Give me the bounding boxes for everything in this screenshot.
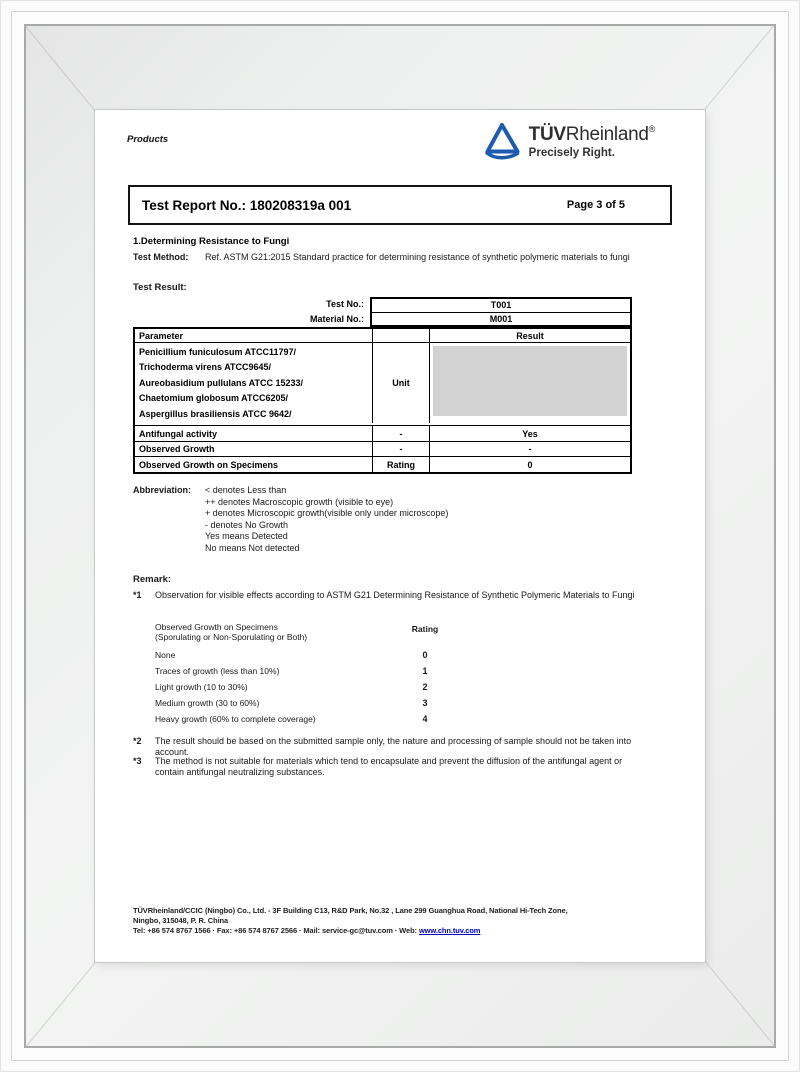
abbreviation-block: [133, 485, 448, 554]
remark-text: Observation for visible effects according to ASTM G21 Determining Resistance of Synthetic Polymeric Materials to Fungi: [155, 590, 635, 600]
rating-row-value: 4: [422, 714, 428, 724]
unit-cell: -: [372, 425, 429, 441]
parameter-cell: Observed Growth on Specimens: [135, 456, 372, 472]
parameter-result-table: [133, 327, 632, 474]
footer-contact-line: [133, 926, 678, 936]
rating-row-value: 2: [422, 682, 428, 692]
report-number-box: [128, 185, 672, 225]
result-cell: Yes: [429, 425, 630, 441]
remark-item-1: [133, 590, 635, 601]
footer-contact-text: Tel: +86 574 8767 1566 · Fax: +86 574 8767 2566 · Mail: service-gc@tuv.com · Web:: [133, 926, 419, 935]
rating-table-header-label: [155, 622, 395, 647]
rating-row-label: Traces of growth (less than 10%): [155, 666, 280, 676]
fungi-line: Aspergillus brasiliensis ATCC 9642/: [139, 408, 292, 419]
rating-header-line-1: Observed Growth on Specimens: [155, 622, 278, 632]
result-table: [133, 297, 632, 474]
unit-cell: -: [372, 441, 429, 456]
fungi-line: Trichoderma virens ATCC9645/: [139, 362, 272, 373]
remark-item-3: [133, 756, 635, 778]
redacted-result-box: [433, 346, 627, 416]
abbreviation-line: < denotes Less than: [205, 485, 287, 495]
test-no-value: T001: [370, 297, 632, 312]
rating-row-label: Heavy growth (60% to complete coverage): [155, 714, 316, 724]
fungi-line: Chaetomium globosum ATCC6205/: [139, 393, 289, 404]
products-label: Products: [127, 134, 169, 145]
rating-row-label: Light growth (10 to 30%): [155, 682, 248, 692]
brand-name: [529, 124, 655, 145]
remark-number: *3: [133, 756, 142, 766]
registered-mark: ®: [648, 124, 655, 134]
abbreviation-label: Abbreviation:: [133, 485, 192, 495]
parameter-header-cell: Parameter: [139, 330, 184, 341]
rating-row-label: None: [155, 650, 176, 660]
brand-rheinland: Rheinland: [565, 124, 649, 145]
report-number-title: Test Report No.: 180208319a 001: [142, 197, 352, 213]
test-no-label: Test No.:: [326, 299, 364, 309]
fungi-line: Penicillium funiculosum ATCC11797/: [139, 347, 297, 357]
tuv-rheinland-logo: [484, 118, 655, 162]
test-material-rows: [133, 297, 632, 327]
report-page: [95, 110, 705, 962]
fungi-parameter-cell: [135, 342, 372, 425]
remark-label: Remark:: [133, 574, 172, 585]
rating-scale-table: [155, 622, 455, 727]
rating-row-value: 3: [422, 698, 428, 708]
test-result-label: Test Result:: [133, 282, 187, 293]
footer-address-line-1: TÜVRheinland/CCIC (Ningbo) Co., Ltd. - 3F Building C13, R&D Park, No.32 , Lane 299 Guanghua Road, National Hi-Tech Zone,: [133, 906, 568, 915]
abbreviation-line: Yes means Detected: [205, 531, 288, 541]
result-redacted-cell: [429, 342, 630, 423]
remark-number: *2: [133, 736, 142, 746]
result-cell: 0: [429, 456, 630, 472]
brand-tagline: Precisely Right.: [528, 147, 615, 159]
material-no-label: Material No.:: [309, 314, 364, 324]
parameter-cell: Observed Growth: [135, 441, 372, 456]
abbreviation-line: - denotes No Growth: [205, 519, 289, 530]
rating-header: Rating: [411, 624, 439, 634]
test-method-text: Ref. ASTM G21:2015 Standard practice for determining resistance of synthetic polymeric materials to fungi: [205, 252, 630, 262]
remark-item-2: [133, 736, 635, 758]
fungi-line: Aureobasidium pullulans ATCC 15233/: [139, 377, 304, 388]
page-footer: [133, 906, 678, 936]
rating-row-value: 0: [422, 650, 428, 660]
parameter-cell: Antifungal activity: [135, 425, 372, 441]
remark-text: The method is not suitable for materials which tend to encapsulate and prevent the diffusion of the antifungal agent or contain antifungal neutralizing substances.: [155, 756, 623, 777]
footer-web-link[interactable]: www.chn.tuv.com: [418, 926, 481, 935]
abbreviation-lines: [205, 485, 448, 554]
rating-row-label: Medium growth (30 to 60%): [155, 698, 260, 708]
material-no-value: M001: [370, 312, 632, 327]
tuv-triangle-logo-icon: [484, 118, 520, 162]
result-cell: -: [429, 441, 630, 456]
rating-row-value: 1: [422, 666, 428, 676]
brand-tuv: TÜV: [528, 124, 566, 145]
abbreviation-line: ++ denotes Macroscopic growth (visible to eye): [205, 496, 394, 507]
unit-cell: Rating: [372, 456, 429, 472]
remark-number: *1: [133, 590, 142, 600]
page-indicator: Page 3 of 5: [566, 199, 625, 211]
abbreviation-line: + denotes Microscopic growth(visible only under microscope): [205, 508, 449, 518]
remark-text: The result should be based on the submitted sample only, the nature and processing of sample should not be taken into account.: [155, 736, 632, 757]
test-method-row: [133, 252, 673, 264]
unit-header-cell: [372, 329, 429, 342]
footer-address-line-2: Ningbo, 315048, P. R. China: [133, 916, 229, 925]
test-method-label: Test Method:: [133, 252, 189, 262]
section-heading: 1.Determining Resistance to Fungi: [133, 236, 290, 247]
rating-header-line-2: (Sporulating or Non-Sporulating or Both): [155, 632, 308, 642]
logo-text-block: [529, 118, 655, 159]
result-header-cell: Result: [429, 329, 630, 342]
unit-cell: Unit: [372, 342, 429, 423]
abbreviation-line: No means Not detected: [205, 542, 300, 553]
